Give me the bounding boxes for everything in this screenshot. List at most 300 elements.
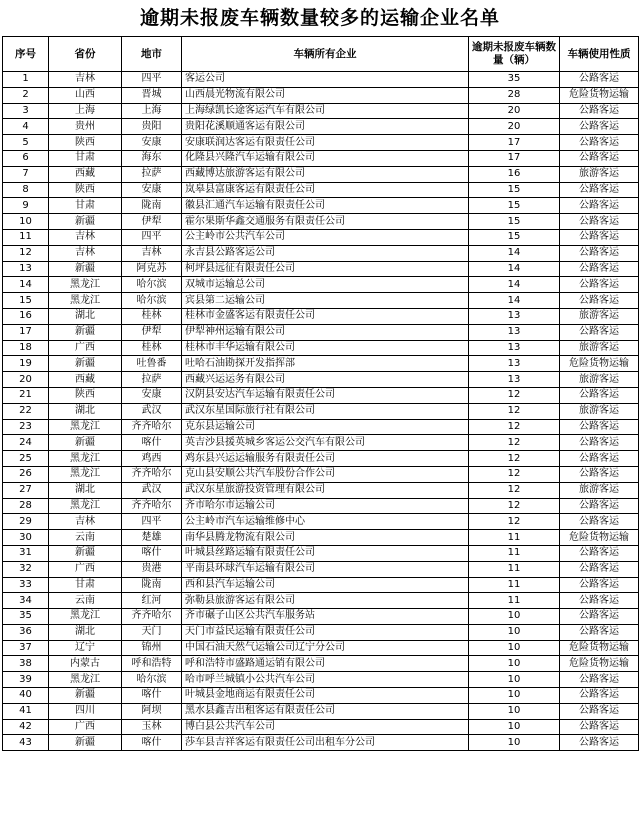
cell-company: 武汉东星国际旅行社有限公司 — [182, 403, 469, 419]
cell-count: 13 — [469, 372, 560, 388]
cell-nature: 危险货物运输 — [560, 530, 639, 546]
cell-seq: 12 — [3, 245, 49, 261]
cell-company: 山西晨光物流有限公司 — [182, 87, 469, 103]
cell-company: 鸡东县兴运运输服务有限责任公司 — [182, 451, 469, 467]
cell-city: 喀什 — [122, 545, 182, 561]
cell-company: 叶城县丝路运输有限责任公司 — [182, 545, 469, 561]
cell-seq: 13 — [3, 261, 49, 277]
cell-nature: 公路客运 — [560, 451, 639, 467]
cell-nature: 公路客运 — [560, 561, 639, 577]
cell-nature: 公路客运 — [560, 735, 639, 751]
cell-seq: 34 — [3, 593, 49, 609]
header-city: 地市 — [122, 37, 182, 72]
cell-nature: 公路客运 — [560, 198, 639, 214]
cell-company: 南华县腾龙物流有限公司 — [182, 530, 469, 546]
cell-nature: 公路客运 — [560, 229, 639, 245]
cell-nature: 公路客运 — [560, 609, 639, 625]
cell-count: 12 — [469, 435, 560, 451]
cell-nature: 旅游客运 — [560, 340, 639, 356]
cell-province: 陕西 — [49, 387, 122, 403]
cell-nature: 公路客运 — [560, 387, 639, 403]
table-row — [3, 624, 639, 640]
cell-province: 湖北 — [49, 308, 122, 324]
table-row — [3, 324, 639, 340]
cell-company: 齐市碾子山区公共汽车服务站 — [182, 609, 469, 625]
cell-count: 10 — [469, 703, 560, 719]
cell-nature: 公路客运 — [560, 688, 639, 704]
cell-province: 黑龙江 — [49, 609, 122, 625]
cell-seq: 35 — [3, 609, 49, 625]
cell-province: 甘肃 — [49, 150, 122, 166]
cell-company: 霍尔果斯华鑫交通服务有限责任公司 — [182, 214, 469, 230]
cell-count: 11 — [469, 593, 560, 609]
cell-seq: 21 — [3, 387, 49, 403]
table-row — [3, 229, 639, 245]
cell-city: 红河 — [122, 593, 182, 609]
cell-nature: 公路客运 — [560, 498, 639, 514]
cell-province: 陕西 — [49, 182, 122, 198]
cell-nature: 旅游客运 — [560, 482, 639, 498]
cell-city: 鸡西 — [122, 451, 182, 467]
cell-nature: 公路客运 — [560, 545, 639, 561]
cell-count: 12 — [469, 387, 560, 403]
cell-nature: 公路客运 — [560, 182, 639, 198]
cell-province: 辽宁 — [49, 640, 122, 656]
cell-count: 12 — [469, 403, 560, 419]
cell-nature: 公路客运 — [560, 593, 639, 609]
cell-count: 12 — [469, 451, 560, 467]
cell-province: 黑龙江 — [49, 451, 122, 467]
cell-count: 10 — [469, 640, 560, 656]
cell-province: 陕西 — [49, 135, 122, 151]
cell-seq: 17 — [3, 324, 49, 340]
cell-seq: 41 — [3, 703, 49, 719]
cell-city: 四平 — [122, 514, 182, 530]
cell-nature: 公路客运 — [560, 577, 639, 593]
cell-count: 20 — [469, 103, 560, 119]
cell-city: 齐齐哈尔 — [122, 498, 182, 514]
cell-seq: 37 — [3, 640, 49, 656]
cell-seq: 10 — [3, 214, 49, 230]
cell-province: 广西 — [49, 561, 122, 577]
cell-count: 20 — [469, 119, 560, 135]
cell-province: 新疆 — [49, 324, 122, 340]
cell-nature: 旅游客运 — [560, 403, 639, 419]
cell-count: 10 — [469, 688, 560, 704]
cell-company: 柯坪县远征有限责任公司 — [182, 261, 469, 277]
cell-province: 吉林 — [49, 514, 122, 530]
cell-city: 齐齐哈尔 — [122, 419, 182, 435]
cell-nature: 公路客运 — [560, 672, 639, 688]
cell-count: 10 — [469, 719, 560, 735]
cell-seq: 25 — [3, 451, 49, 467]
cell-province: 西藏 — [49, 166, 122, 182]
cell-company: 齐市哈尔市运输公司 — [182, 498, 469, 514]
cell-seq: 26 — [3, 466, 49, 482]
cell-nature: 公路客运 — [560, 135, 639, 151]
table-header-row — [3, 37, 639, 72]
table-row — [3, 198, 639, 214]
cell-nature: 公路客运 — [560, 261, 639, 277]
cell-city: 伊犁 — [122, 324, 182, 340]
company-table — [2, 36, 639, 751]
table-row — [3, 293, 639, 309]
cell-seq: 27 — [3, 482, 49, 498]
table-row — [3, 545, 639, 561]
cell-province: 黑龙江 — [49, 277, 122, 293]
table-row — [3, 466, 639, 482]
table-row — [3, 735, 639, 751]
table-row — [3, 561, 639, 577]
cell-province: 云南 — [49, 593, 122, 609]
cell-city: 上海 — [122, 103, 182, 119]
cell-nature: 旅游客运 — [560, 372, 639, 388]
cell-nature: 危险货物运输 — [560, 87, 639, 103]
cell-city: 拉萨 — [122, 166, 182, 182]
cell-count: 12 — [469, 514, 560, 530]
cell-nature: 公路客运 — [560, 293, 639, 309]
table-row — [3, 214, 639, 230]
table-row — [3, 703, 639, 719]
cell-count: 12 — [469, 482, 560, 498]
cell-seq: 3 — [3, 103, 49, 119]
cell-city: 哈尔滨 — [122, 277, 182, 293]
cell-seq: 18 — [3, 340, 49, 356]
cell-province: 上海 — [49, 103, 122, 119]
cell-seq: 11 — [3, 229, 49, 245]
cell-count: 10 — [469, 672, 560, 688]
cell-nature: 公路客运 — [560, 514, 639, 530]
page-title: 逾期未报废车辆数量较多的运输企业名单 — [139, 7, 500, 29]
cell-count: 16 — [469, 166, 560, 182]
cell-nature: 公路客运 — [560, 214, 639, 230]
cell-province: 山西 — [49, 87, 122, 103]
cell-city: 玉林 — [122, 719, 182, 735]
cell-count: 13 — [469, 308, 560, 324]
cell-province: 贵州 — [49, 119, 122, 135]
cell-count: 15 — [469, 182, 560, 198]
cell-count: 10 — [469, 609, 560, 625]
cell-company: 西藏博达旅游客运有限公司 — [182, 166, 469, 182]
cell-city: 呼和浩特 — [122, 656, 182, 672]
header-province: 省份 — [49, 37, 122, 72]
cell-company: 中国石油天然气运输公司辽宁分公司 — [182, 640, 469, 656]
cell-city: 阿克苏 — [122, 261, 182, 277]
cell-nature: 公路客运 — [560, 150, 639, 166]
cell-seq: 42 — [3, 719, 49, 735]
cell-company: 黑水县鑫吉出租客运有限责任公司 — [182, 703, 469, 719]
cell-seq: 16 — [3, 308, 49, 324]
cell-city: 喀什 — [122, 735, 182, 751]
cell-nature: 公路客运 — [560, 72, 639, 88]
header-seq: 序号 — [3, 37, 49, 72]
cell-seq: 43 — [3, 735, 49, 751]
cell-count: 11 — [469, 577, 560, 593]
cell-nature: 公路客运 — [560, 435, 639, 451]
cell-count: 12 — [469, 419, 560, 435]
table-row — [3, 482, 639, 498]
table-row — [3, 119, 639, 135]
cell-company: 英吉沙县援英城乡客运公交汽车有限公司 — [182, 435, 469, 451]
cell-city: 哈尔滨 — [122, 293, 182, 309]
cell-company: 西和县汽车运输公司 — [182, 577, 469, 593]
cell-seq: 33 — [3, 577, 49, 593]
cell-city: 楚雄 — [122, 530, 182, 546]
cell-count: 15 — [469, 198, 560, 214]
cell-company: 桂林市丰华运输有限公司 — [182, 340, 469, 356]
cell-company: 宾县第二运输公司 — [182, 293, 469, 309]
cell-province: 吉林 — [49, 229, 122, 245]
cell-count: 14 — [469, 293, 560, 309]
cell-count: 35 — [469, 72, 560, 88]
header-nature: 车辆使用性质 — [560, 37, 639, 72]
table-row — [3, 672, 639, 688]
table-row — [3, 530, 639, 546]
cell-city: 贵阳 — [122, 119, 182, 135]
cell-province: 新疆 — [49, 735, 122, 751]
cell-count: 13 — [469, 324, 560, 340]
cell-count: 15 — [469, 229, 560, 245]
cell-company: 呼和浩特市盛路通运销有限公司 — [182, 656, 469, 672]
cell-province: 黑龙江 — [49, 466, 122, 482]
cell-nature: 公路客运 — [560, 119, 639, 135]
cell-province: 甘肃 — [49, 577, 122, 593]
cell-count: 17 — [469, 150, 560, 166]
cell-city: 贵港 — [122, 561, 182, 577]
cell-city: 天门 — [122, 624, 182, 640]
cell-province: 内蒙古 — [49, 656, 122, 672]
cell-seq: 23 — [3, 419, 49, 435]
cell-company: 伊犁神州运输有限公司 — [182, 324, 469, 340]
cell-city: 晋城 — [122, 87, 182, 103]
cell-nature: 公路客运 — [560, 624, 639, 640]
cell-company: 徽县汇通汽车运输有限责任公司 — [182, 198, 469, 214]
cell-province: 四川 — [49, 703, 122, 719]
table-row — [3, 166, 639, 182]
cell-city: 哈尔滨 — [122, 672, 182, 688]
cell-city: 锦州 — [122, 640, 182, 656]
cell-seq: 1 — [3, 72, 49, 88]
cell-company: 哈市呼兰城镇小公共汽车公司 — [182, 672, 469, 688]
cell-seq: 19 — [3, 356, 49, 372]
cell-nature: 公路客运 — [560, 277, 639, 293]
cell-city: 安康 — [122, 387, 182, 403]
cell-count: 11 — [469, 545, 560, 561]
cell-province: 广西 — [49, 340, 122, 356]
cell-seq: 28 — [3, 498, 49, 514]
table-row — [3, 609, 639, 625]
cell-seq: 32 — [3, 561, 49, 577]
cell-count: 10 — [469, 656, 560, 672]
cell-seq: 8 — [3, 182, 49, 198]
cell-count: 13 — [469, 356, 560, 372]
table-row — [3, 403, 639, 419]
table-row — [3, 340, 639, 356]
table-row — [3, 451, 639, 467]
cell-city: 海东 — [122, 150, 182, 166]
table-row — [3, 87, 639, 103]
header-company: 车辆所有企业 — [182, 37, 469, 72]
cell-province: 西藏 — [49, 372, 122, 388]
cell-seq: 30 — [3, 530, 49, 546]
cell-company: 双城市运输总公司 — [182, 277, 469, 293]
cell-company: 岚皋县富康客运有限责任公司 — [182, 182, 469, 198]
cell-city: 齐齐哈尔 — [122, 466, 182, 482]
cell-province: 新疆 — [49, 356, 122, 372]
cell-city: 喀什 — [122, 435, 182, 451]
cell-nature: 旅游客运 — [560, 166, 639, 182]
cell-company: 弥勒县旅游客运有限公司 — [182, 593, 469, 609]
table-row — [3, 498, 639, 514]
cell-seq: 36 — [3, 624, 49, 640]
cell-count: 17 — [469, 135, 560, 151]
table-row — [3, 135, 639, 151]
cell-province: 黑龙江 — [49, 293, 122, 309]
cell-city: 陇南 — [122, 198, 182, 214]
cell-nature: 危险货物运输 — [560, 640, 639, 656]
cell-company: 化隆县兴隆汽车运输有限公司 — [182, 150, 469, 166]
cell-province: 湖北 — [49, 624, 122, 640]
cell-city: 安康 — [122, 135, 182, 151]
cell-province: 黑龙江 — [49, 672, 122, 688]
cell-company: 贵阳花溪顺通客运有限公司 — [182, 119, 469, 135]
cell-company: 博白县公共汽车公司 — [182, 719, 469, 735]
table-body — [3, 72, 639, 751]
cell-seq: 2 — [3, 87, 49, 103]
cell-company: 公主岭市公共汽车公司 — [182, 229, 469, 245]
cell-count: 12 — [469, 466, 560, 482]
cell-company: 西藏兴运运务有限公司 — [182, 372, 469, 388]
cell-count: 11 — [469, 530, 560, 546]
cell-seq: 29 — [3, 514, 49, 530]
cell-company: 桂林市金盛客运有限责任公司 — [182, 308, 469, 324]
table-row — [3, 277, 639, 293]
cell-city: 喀什 — [122, 688, 182, 704]
cell-province: 新疆 — [49, 545, 122, 561]
cell-nature: 公路客运 — [560, 419, 639, 435]
cell-province: 湖北 — [49, 403, 122, 419]
cell-city: 陇南 — [122, 577, 182, 593]
table-row — [3, 103, 639, 119]
cell-count: 10 — [469, 735, 560, 751]
cell-province: 新疆 — [49, 688, 122, 704]
cell-nature: 公路客运 — [560, 103, 639, 119]
table-row — [3, 150, 639, 166]
table-row — [3, 640, 639, 656]
cell-count: 15 — [469, 214, 560, 230]
table-row — [3, 372, 639, 388]
cell-province: 黑龙江 — [49, 498, 122, 514]
cell-province: 新疆 — [49, 214, 122, 230]
cell-seq: 39 — [3, 672, 49, 688]
cell-city: 吉林 — [122, 245, 182, 261]
cell-seq: 14 — [3, 277, 49, 293]
cell-company: 上海绿凯长途客运汽车有限公司 — [182, 103, 469, 119]
cell-city: 拉萨 — [122, 372, 182, 388]
cell-count: 13 — [469, 340, 560, 356]
cell-province: 新疆 — [49, 261, 122, 277]
cell-seq: 24 — [3, 435, 49, 451]
cell-count: 14 — [469, 277, 560, 293]
cell-count: 12 — [469, 498, 560, 514]
cell-city: 武汉 — [122, 403, 182, 419]
cell-count: 14 — [469, 261, 560, 277]
cell-nature: 危险货物运输 — [560, 656, 639, 672]
cell-province: 黑龙江 — [49, 419, 122, 435]
cell-company: 安康联润达客运有限责任公司 — [182, 135, 469, 151]
table-row — [3, 182, 639, 198]
cell-count: 28 — [469, 87, 560, 103]
cell-seq: 40 — [3, 688, 49, 704]
cell-nature: 旅游客运 — [560, 308, 639, 324]
table-row — [3, 356, 639, 372]
table-row — [3, 688, 639, 704]
cell-nature: 危险货物运输 — [560, 356, 639, 372]
cell-city: 桂林 — [122, 308, 182, 324]
cell-company: 克东县运输公司 — [182, 419, 469, 435]
cell-province: 甘肃 — [49, 198, 122, 214]
table-row — [3, 308, 639, 324]
cell-company: 永吉县公路客运公司 — [182, 245, 469, 261]
cell-seq: 15 — [3, 293, 49, 309]
cell-company: 汉阴县安达汽车运输有限责任公司 — [182, 387, 469, 403]
cell-company: 客运公司 — [182, 72, 469, 88]
cell-province: 云南 — [49, 530, 122, 546]
cell-nature: 公路客运 — [560, 245, 639, 261]
cell-company: 叶城县金地商运有限责任公司 — [182, 688, 469, 704]
table-row — [3, 719, 639, 735]
cell-company: 天门市益民运输有限责任公司 — [182, 624, 469, 640]
table-row — [3, 593, 639, 609]
cell-company: 平南县环球汽车运输有限公司 — [182, 561, 469, 577]
table-row — [3, 387, 639, 403]
cell-province: 吉林 — [49, 72, 122, 88]
cell-city: 四平 — [122, 229, 182, 245]
cell-city: 四平 — [122, 72, 182, 88]
table-row — [3, 245, 639, 261]
cell-count: 10 — [469, 624, 560, 640]
table-row — [3, 656, 639, 672]
cell-seq: 31 — [3, 545, 49, 561]
cell-seq: 5 — [3, 135, 49, 151]
cell-city: 伊犁 — [122, 214, 182, 230]
cell-count: 11 — [469, 561, 560, 577]
cell-company: 武汉东星旅游投资管理有限公司 — [182, 482, 469, 498]
cell-city: 桂林 — [122, 340, 182, 356]
table-row — [3, 435, 639, 451]
cell-city: 阿坝 — [122, 703, 182, 719]
cell-company: 公主岭市汽车运输维修中心 — [182, 514, 469, 530]
cell-nature: 公路客运 — [560, 324, 639, 340]
cell-nature: 公路客运 — [560, 466, 639, 482]
cell-seq: 9 — [3, 198, 49, 214]
cell-company: 克山县安顺公共汽车股份合作公司 — [182, 466, 469, 482]
cell-seq: 7 — [3, 166, 49, 182]
cell-city: 安康 — [122, 182, 182, 198]
cell-city: 吐鲁番 — [122, 356, 182, 372]
cell-count: 14 — [469, 245, 560, 261]
header-count: 逾期未报废车辆数量（辆） — [469, 37, 560, 72]
cell-city: 齐齐哈尔 — [122, 609, 182, 625]
cell-province: 新疆 — [49, 435, 122, 451]
cell-nature: 公路客运 — [560, 703, 639, 719]
cell-seq: 22 — [3, 403, 49, 419]
cell-province: 湖北 — [49, 482, 122, 498]
table-row — [3, 577, 639, 593]
cell-seq: 38 — [3, 656, 49, 672]
cell-company: 莎车县吉祥客运有限责任公司出租车分公司 — [182, 735, 469, 751]
cell-city: 武汉 — [122, 482, 182, 498]
